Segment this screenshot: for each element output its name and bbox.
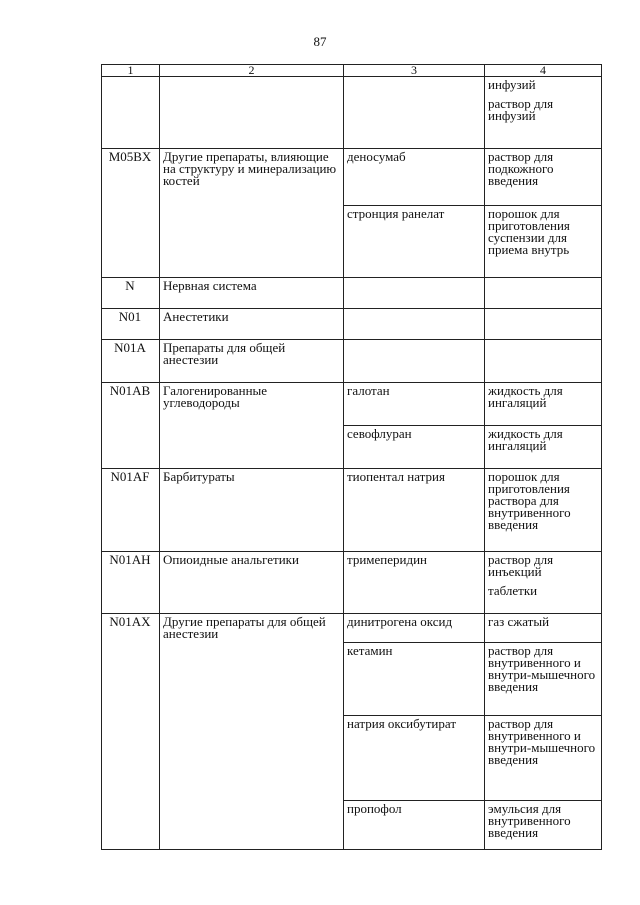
atc-code: N01 — [102, 309, 160, 340]
atc-code: N01AH — [102, 552, 160, 614]
form-cell: газ сжатый — [485, 614, 602, 643]
drug-name: севофлуран — [344, 426, 485, 469]
form-cell: раствор для подкожного введения — [485, 149, 602, 206]
group-name: Другие препараты, влияющие на структуру и минерализацию костей — [160, 149, 344, 278]
form-text: таблетки — [488, 583, 538, 598]
table-row — [102, 383, 602, 426]
form-cell: порошок для приготовления суспензии для приема внутрь — [485, 206, 602, 278]
group-name: Галогенированные углеводороды — [160, 383, 344, 469]
table-row — [102, 309, 602, 340]
form-cell — [485, 552, 602, 614]
form-cell: эмульсия для внутривенного введения — [485, 801, 602, 850]
form-cell: раствор для внутривенного и внутри-мышечного введения — [485, 643, 602, 716]
drug-name: пропофол — [344, 801, 485, 850]
header-row — [102, 65, 602, 77]
drug-name: галотан — [344, 383, 485, 426]
atc-code: N01AB — [102, 383, 160, 469]
table-row — [102, 77, 602, 149]
form-text: раствор для инфузий — [488, 96, 554, 123]
header-col-3: 3 — [344, 65, 485, 77]
drug-name: тиопентал натрия — [344, 469, 485, 552]
table-row — [102, 340, 602, 383]
form-text: раствор для инъекций — [488, 552, 554, 579]
atc-code: N01A — [102, 340, 160, 383]
form-cell: порошок для приготовления раствора для внутривенного введения — [485, 469, 602, 552]
drug-name: деносумаб — [344, 149, 485, 206]
atc-code: N01AX — [102, 614, 160, 850]
header-col-2: 2 — [160, 65, 344, 77]
drug-name: тримеперидин — [344, 552, 485, 614]
drug-name: стронция ранелат — [344, 206, 485, 278]
group-name: Другие препараты для общей анестезии — [160, 614, 344, 850]
form-cell: жидкость для ингаляций — [485, 426, 602, 469]
header-col-4: 4 — [485, 65, 602, 77]
table-row — [102, 614, 602, 643]
group-name: Анестетики — [160, 309, 344, 340]
atc-code: M05BX — [102, 149, 160, 278]
page-number: 87 — [313, 34, 327, 49]
group-name: Препараты для общей анестезии — [160, 340, 344, 383]
drug-name: натрия оксибутират — [344, 716, 485, 801]
table-row — [102, 469, 602, 552]
group-name: Нервная система — [160, 278, 344, 309]
table-row — [102, 149, 602, 206]
atc-code: N — [102, 278, 160, 309]
form-cell: жидкость для ингаляций — [485, 383, 602, 426]
form-cell: раствор для внутривенного и внутри-мышечного введения — [485, 716, 602, 801]
group-name: Барбитураты — [160, 469, 344, 552]
medicines-table — [101, 64, 602, 850]
drug-name: кетамин — [344, 643, 485, 716]
table-row — [102, 278, 602, 309]
group-name: Опиоидные анальгетики — [160, 552, 344, 614]
form-cell — [485, 77, 602, 149]
atc-code: N01AF — [102, 469, 160, 552]
table-row — [102, 552, 602, 614]
form-text: инфузий — [488, 77, 536, 92]
drug-name: динитрогена оксид — [344, 614, 485, 643]
header-col-1: 1 — [102, 65, 160, 77]
